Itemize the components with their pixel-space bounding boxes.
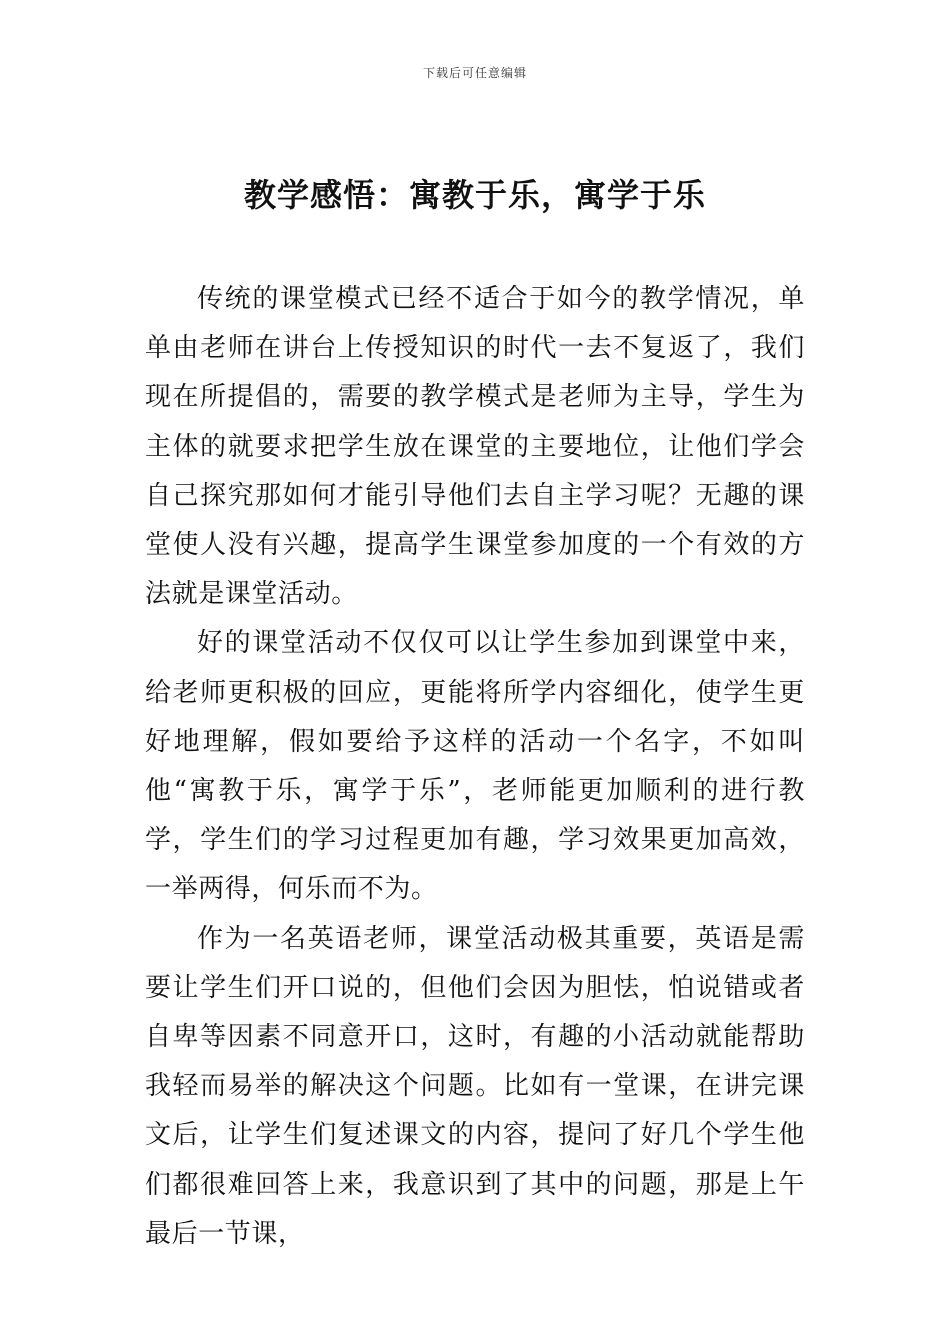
document-body [145,275,805,1259]
document-title: 教学感悟：寓教于乐，寓学于乐 [243,176,706,214]
paragraph-2: 好的课堂活动不仅仅可以让学生参加到课堂中来，给老师更积极的回应，更能将所学内容细化，使学生更好地理解，假如要给予这样的活动一个名字，不如叫他“寓教于乐，寓学于乐”，老师能更加顺利的进行教学，学生们的学习过程更加有趣，学习效果更加高效，一举两得，何乐而不为。 [145,628,805,905]
paragraph-3: 作为一名英语老师，课堂活动极其重要，英语是需要让学生们开口说的，但他们会因为胆怯，怕说错或者自卑等因素不同意开口，这时，有趣的小活动就能帮助我轻而易举的解决这个问题。比如有一堂课，在讲完课文后，让学生们复述课文的内容，提问了好几个学生他们都很难回答上来，我意识到了其中的问题，那是上午最后一节课， [145,923,805,1249]
paragraph-1: 传统的课堂模式已经不适合于如今的教学情况，单单由老师在讲台上传授知识的时代一去不复返了，我们现在所提倡的，需要的教学模式是老师为主导，学生为主体的就要求把学生放在课堂的主要地位，让他们学会自己探究那如何才能引导他们去自主学习呢？无趣的课堂使人没有兴趣，提高学生课堂参加度的一个有效的方法就是课堂活动。 [145,284,805,610]
header-note: 下载后可任意编辑 [422,66,527,80]
